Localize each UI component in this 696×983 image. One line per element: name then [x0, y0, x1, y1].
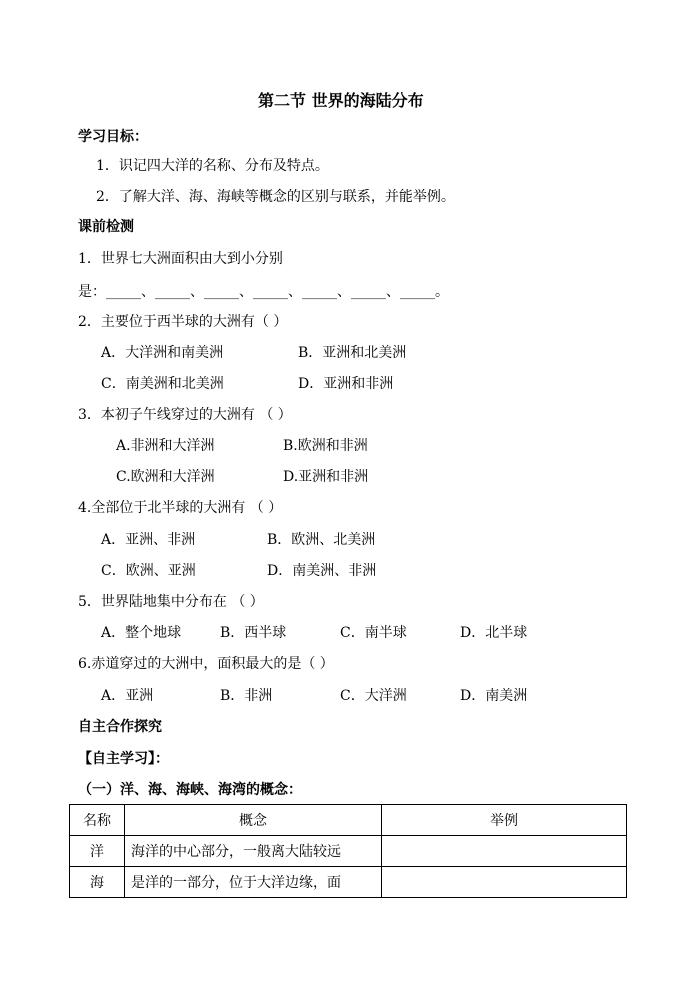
- cell-concept: 海洋的中心部分，一般离大陆较远: [125, 836, 382, 867]
- q5-option-a: A．整个地球: [101, 625, 182, 641]
- q2-option-a: A．大洋洲和南美洲: [101, 345, 224, 361]
- q6-option-a: A．亚洲: [101, 688, 154, 704]
- q2-option-d: D．亚洲和非洲: [298, 376, 394, 392]
- q4-option-a: A．亚洲、非洲: [101, 532, 196, 548]
- q3-stem: 3．本初子午线穿过的大洲有 （ ）: [78, 407, 292, 423]
- goal-item-1: 1．识记四大洋的名称、分布及特点。: [96, 158, 329, 174]
- table-row: [70, 867, 627, 898]
- cell-example: [382, 836, 627, 867]
- table-header-row: [70, 805, 627, 836]
- q6-option-c: C．大洋洲: [340, 688, 407, 704]
- q3-option-a: A.非洲和大洋洲: [116, 438, 215, 454]
- q3-option-c: C.欧洲和大洋洲: [116, 469, 215, 485]
- q4-stem: 4.全部位于北半球的大洲有 （ ）: [78, 500, 283, 516]
- cell-concept: 是洋的一部分，位于大洋边缘，面: [125, 867, 382, 898]
- q5-option-c: C．南半球: [340, 625, 407, 641]
- page-title: 第二节 世界的海陆分布: [258, 91, 424, 110]
- q6-stem: 6.赤道穿过的大洲中，面积最大的是（ ）: [78, 656, 334, 672]
- header-concept: 概念: [125, 805, 382, 836]
- q2-stem: 2．主要位于西半球的大洲有（ ）: [78, 314, 288, 330]
- q5-option-d: D．北半球: [460, 625, 528, 641]
- pretest-heading: 课前检测: [78, 219, 134, 235]
- goal-item-2: 2．了解大洋、海、海峡等概念的区别与联系，并能举例。: [96, 189, 455, 205]
- concept-table: [69, 804, 627, 898]
- cell-name: 海: [70, 867, 125, 898]
- cell-example: [382, 867, 627, 898]
- q6-option-b: B．非洲: [220, 688, 273, 704]
- header-example: 举例: [382, 805, 627, 836]
- q5-stem: 5．世界陆地集中分布在 （ ）: [78, 594, 264, 610]
- q5-option-b: B．西半球: [220, 625, 287, 641]
- q2-option-b: B．亚洲和北美洲: [298, 345, 407, 361]
- q1-line2: 是：_____、_____、_____、_____、_____、_____、_____。: [78, 284, 449, 300]
- table-row: [70, 836, 627, 867]
- q3-option-b: B.欧洲和非洲: [283, 438, 368, 454]
- coop-heading: 自主合作探究: [78, 719, 162, 735]
- q2-option-c: C．南美洲和北美洲: [101, 376, 224, 392]
- q6-option-d: D．南美洲: [460, 688, 528, 704]
- q3-option-d: D.亚洲和非洲: [283, 469, 369, 485]
- q1-line1: 1．世界七大洲面积由大到小分别: [78, 251, 283, 267]
- q4-option-d: D．南美洲、非洲: [267, 563, 377, 579]
- q4-option-c: C．欧洲、亚洲: [101, 563, 196, 579]
- self-study-heading: 【自主学习】：: [78, 751, 169, 767]
- q4-option-b: B．欧洲、北美洲: [267, 532, 376, 548]
- header-name: 名称: [70, 805, 125, 836]
- section1-heading: （一）洋、海、海峡、海湾的概念：: [78, 782, 302, 798]
- cell-name: 洋: [70, 836, 125, 867]
- goals-heading: 学习目标：: [78, 129, 148, 145]
